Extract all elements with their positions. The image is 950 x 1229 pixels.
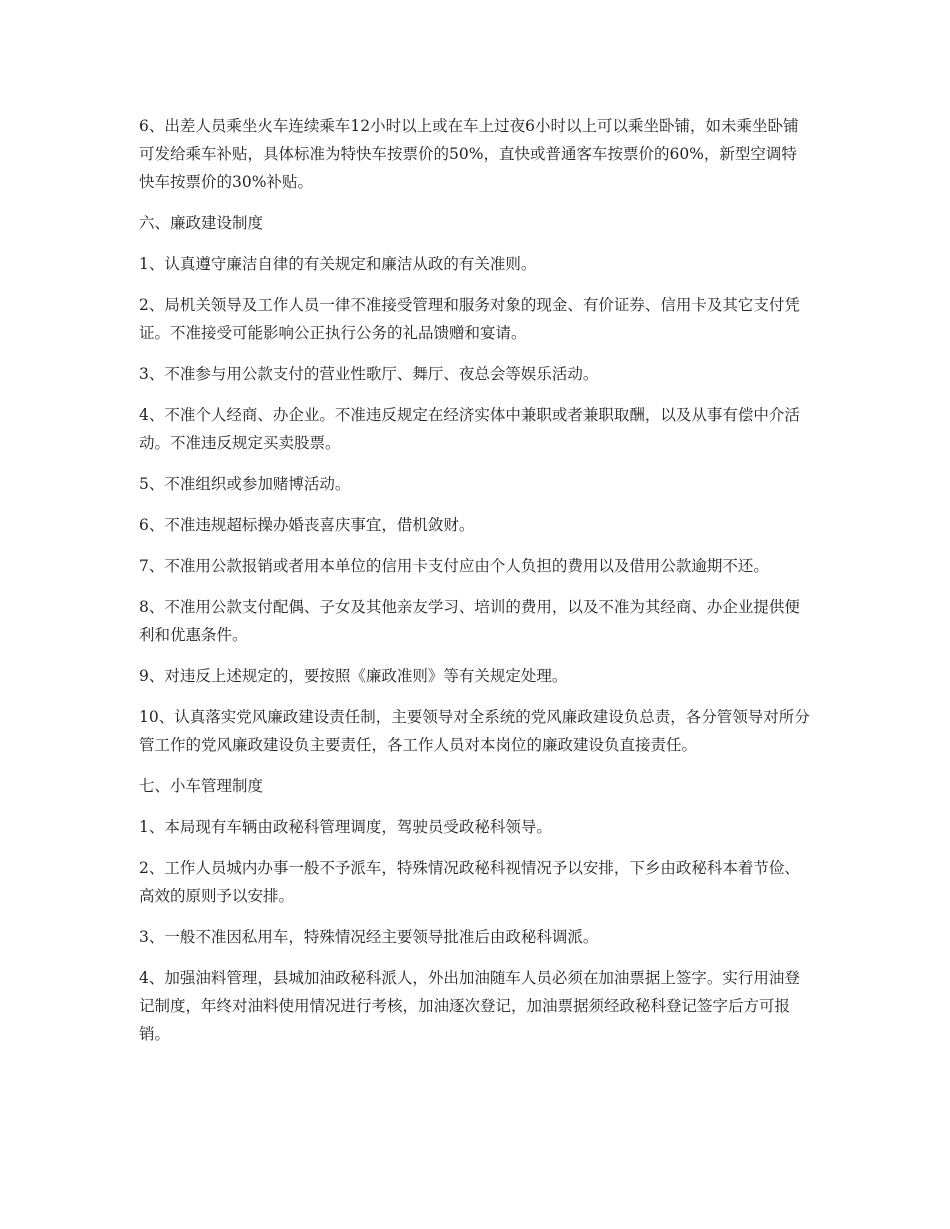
section-heading-vehicle: 七、小车管理制度 bbox=[139, 777, 264, 795]
section-heading-integrity: 六、廉政建设制度 bbox=[139, 214, 264, 232]
paragraph-integrity-4: 4、不准个人经商、办企业。不准违反规定在经济实体中兼职或者兼职取酬，以及从事有偿中介活动。不准违反规定买卖股票。 bbox=[139, 406, 800, 452]
paragraph-integrity-3: 3、不准参与用公款支付的营业性歌厅、舞厅、夜总会等娱乐活动。 bbox=[139, 365, 599, 383]
paragraph-integrity-7: 7、不准用公款报销或者用本单位的信用卡支付应由个人负担的费用以及借用公款逾期不还。 bbox=[139, 557, 769, 575]
paragraph-integrity-10: 10、认真落实党风廉政建设责任制，主要领导对全系统的党风廉政建设负总责，各分管领导对所分管工作的党风廉政建设负主要责任，各工作人员对本岗位的廉政建设负直接责任。 bbox=[139, 708, 810, 754]
paragraph-integrity-5: 5、不准组织或参加赌博活动。 bbox=[139, 475, 351, 493]
paragraph-integrity-6: 6、不准违规超标操办婚丧喜庆事宜，借机敛财。 bbox=[139, 516, 475, 534]
paragraph-vehicle-1: 1、本局现有车辆由政秘科管理调度，驾驶员受政秘科领导。 bbox=[139, 818, 552, 836]
paragraph-integrity-8: 8、不准用公款支付配偶、子女及其他亲友学习、培训的费用，以及不准为其经商、办企业提供便利和优惠条件。 bbox=[139, 598, 800, 644]
document-body bbox=[139, 112, 811, 1061]
paragraph-travel-subsidy: 6、出差人员乘坐火车连续乘车12小时以上或在车上过夜6小时以上可以乘坐卧铺，如未乘坐卧铺可发给乘车补贴，具体标准为特快车按票价的50%，直快或普通客车按票价的60%，新型空调特快车按票价的30%补贴。 bbox=[139, 117, 799, 191]
paragraph-vehicle-2: 2、工作人员城内办事一般不予派车，特殊情况政秘科视情况予以安排，下乡由政秘科本着节俭、高效的原则予以安排。 bbox=[139, 859, 800, 905]
paragraph-integrity-9: 9、对违反上述规定的，要按照《廉政准则》等有关规定处理。 bbox=[139, 667, 568, 685]
paragraph-vehicle-3: 3、一般不准因私用车，特殊情况经主要领导批准后由政秘科调派。 bbox=[139, 928, 599, 946]
paragraph-vehicle-4: 4、加强油料管理，县城加油政秘科派人，外出加油随车人员必须在加油票据上签字。实行用油登记制度，年终对油料使用情况进行考核，加油逐次登记，加油票据须经政秘科登记签字后方可报销。 bbox=[139, 969, 800, 1043]
paragraph-integrity-2: 2、局机关领导及工作人员一律不准接受管理和服务对象的现金、有价证券、信用卡及其它支付凭证。不准接受可能影响公正执行公务的礼品馈赠和宴请。 bbox=[139, 296, 800, 342]
paragraph-integrity-1: 1、认真遵守廉洁自律的有关规定和廉洁从政的有关准则。 bbox=[139, 255, 537, 273]
